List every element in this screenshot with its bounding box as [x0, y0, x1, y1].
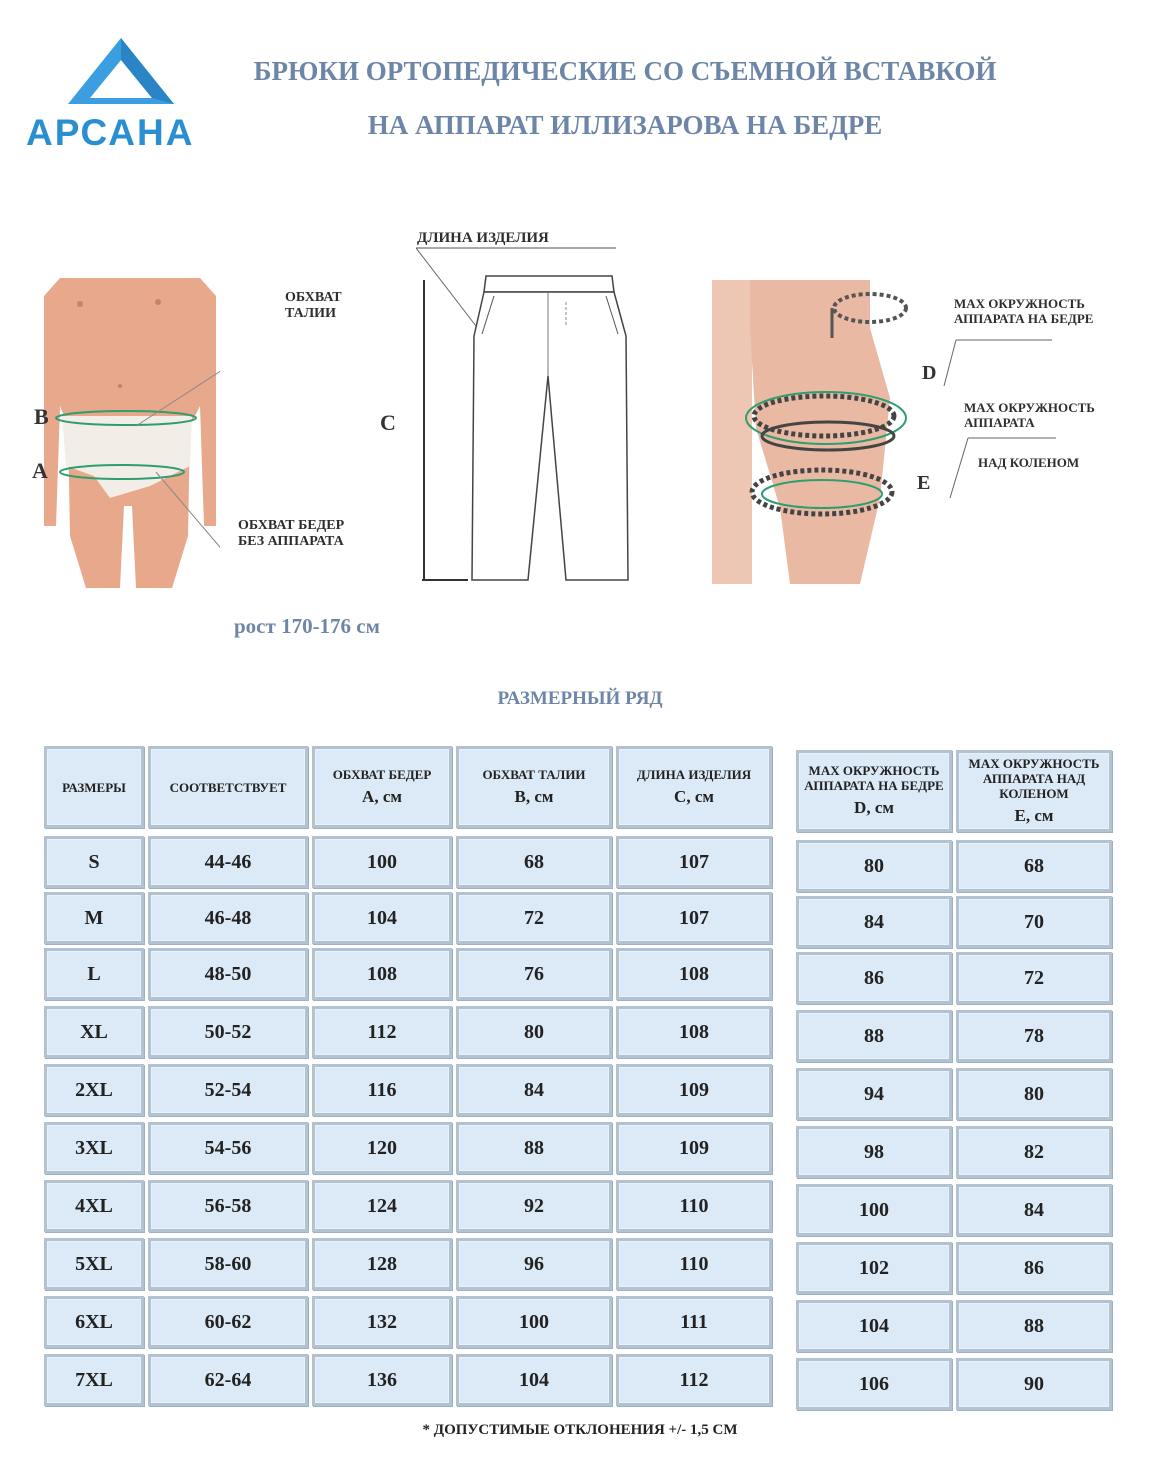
cell-equivalent: 44-46 [148, 836, 308, 888]
cell-length-c: 110 [616, 1238, 772, 1290]
header-label: РАЗМЕРЫ [62, 779, 126, 795]
cell-thigh-apparatus-d: 100 [796, 1184, 952, 1236]
cell-knee-apparatus-e: 80 [956, 1068, 1112, 1120]
cell-size: M [44, 892, 144, 944]
logo-triangle-icon [66, 36, 176, 106]
cell-hips-a: 128 [312, 1238, 452, 1290]
cell-hips-a: 116 [312, 1064, 452, 1116]
header-label: ОБХВАТ ТАЛИИ [482, 766, 586, 782]
header-label: MAX ОКРУЖНОСТЬ АППАРАТА НАД КОЛЕНОМ [968, 755, 1100, 801]
cell-knee-apparatus-e: 82 [956, 1126, 1112, 1178]
cell-equivalent: 50-52 [148, 1006, 308, 1058]
cell-length-c: 108 [616, 1006, 772, 1058]
cell-hips-a: 108 [312, 948, 452, 1000]
cell-knee-apparatus-e: 72 [956, 952, 1112, 1004]
header-unit: D, см [854, 798, 894, 817]
cell-knee-apparatus-e: 90 [956, 1358, 1112, 1410]
cell-thigh-apparatus-d: 94 [796, 1068, 952, 1120]
cell-hips-a: 136 [312, 1354, 452, 1406]
trousers-illustration [416, 246, 638, 586]
cell-hips-a: 100 [312, 836, 452, 888]
cell-knee-apparatus-e: 78 [956, 1010, 1112, 1062]
thigh-apparatus-label: MAX ОКРУЖНОСТЬ АППАРАТА НА БЕДРЕ [954, 296, 1094, 326]
height-range: рост 170-176 см [234, 614, 380, 638]
cell-length-c: 109 [616, 1122, 772, 1174]
cell-thigh-apparatus-d: 80 [796, 840, 952, 892]
cell-knee-apparatus-e: 70 [956, 896, 1112, 948]
cell-size: 3XL [44, 1122, 144, 1174]
header-size [44, 746, 144, 828]
knee-apparatus-label: MAX ОКРУЖНОСТЬ АППАРАТА [964, 400, 1095, 430]
header-unit: E, см [1014, 805, 1054, 825]
tolerance-footnote: * ДОПУСТИМЫЕ ОТКЛОНЕНИЯ +/- 1,5 СМ [422, 1422, 738, 1438]
waist-label: ОБХВАТ ТАЛИИ [285, 290, 342, 321]
body-measurement-illustration [40, 276, 220, 588]
header-label: MAX ОКРУЖНОСТЬ АППАРАТА НА БЕДРЕ [804, 763, 944, 793]
header-thigh-apparatus-d [796, 750, 952, 832]
letter-d: D [922, 362, 937, 384]
header-unit: A, см [362, 786, 402, 806]
cell-equivalent: 48-50 [148, 948, 308, 1000]
cell-thigh-apparatus-d: 86 [796, 952, 952, 1004]
cell-equivalent: 54-56 [148, 1122, 308, 1174]
cell-waist-b: 100 [456, 1296, 612, 1348]
cell-size: 6XL [44, 1296, 144, 1348]
header-label: СООТВЕТСТВУЕТ [169, 779, 287, 795]
cell-length-c: 112 [616, 1354, 772, 1406]
cell-thigh-apparatus-d: 88 [796, 1010, 952, 1062]
cell-length-c: 109 [616, 1064, 772, 1116]
cell-waist-b: 88 [456, 1122, 612, 1174]
cell-waist-b: 76 [456, 948, 612, 1000]
page-title-line-1: БРЮКИ ОРТОПЕДИЧЕСКИЕ СО СЪЕМНОЙ ВСТАВКОЙ [253, 56, 997, 86]
letter-c: C [380, 410, 396, 435]
length-label: ДЛИНА ИЗДЕЛИЯ [417, 230, 549, 246]
header-unit: C, см [674, 786, 714, 806]
above-knee-label: НАД КОЛЕНОМ [978, 455, 1080, 470]
cell-equivalent: 46-48 [148, 892, 308, 944]
cell-size: XL [44, 1006, 144, 1058]
cell-knee-apparatus-e: 84 [956, 1184, 1112, 1236]
cell-size: 5XL [44, 1238, 144, 1290]
cell-size: S [44, 836, 144, 888]
header-hips-a [312, 746, 452, 828]
cell-equivalent: 56-58 [148, 1180, 308, 1232]
cell-length-c: 111 [616, 1296, 772, 1348]
cell-length-c: 110 [616, 1180, 772, 1232]
cell-waist-b: 92 [456, 1180, 612, 1232]
cell-hips-a: 124 [312, 1180, 452, 1232]
size-chart-title: РАЗМЕРНЫЙ РЯД [497, 688, 663, 709]
leg-apparatus-illustration [710, 278, 920, 586]
cell-hips-a: 132 [312, 1296, 452, 1348]
cell-thigh-apparatus-d: 84 [796, 896, 952, 948]
cell-knee-apparatus-e: 86 [956, 1242, 1112, 1294]
letter-e: E [917, 472, 931, 494]
cell-size: L [44, 948, 144, 1000]
header-length-c [616, 746, 772, 828]
cell-size: 2XL [44, 1064, 144, 1116]
cell-waist-b: 96 [456, 1238, 612, 1290]
cell-thigh-apparatus-d: 98 [796, 1126, 952, 1178]
cell-waist-b: 68 [456, 836, 612, 888]
header-knee-apparatus-e [956, 750, 1112, 832]
cell-hips-a: 112 [312, 1006, 452, 1058]
cell-waist-b: 84 [456, 1064, 612, 1116]
page-title-line-2: НА АППАРАТ ИЛЛИЗАРОВА НА БЕДРЕ [367, 110, 883, 140]
header-equivalent [148, 746, 308, 828]
cell-waist-b: 72 [456, 892, 612, 944]
cell-equivalent: 62-64 [148, 1354, 308, 1406]
letter-a: A [32, 458, 48, 483]
cell-waist-b: 80 [456, 1006, 612, 1058]
header-label: ОБХВАТ БЕДЕР [332, 766, 432, 782]
cell-thigh-apparatus-d: 102 [796, 1242, 952, 1294]
header-unit: B, см [514, 786, 554, 806]
cell-hips-a: 120 [312, 1122, 452, 1174]
cell-knee-apparatus-e: 88 [956, 1300, 1112, 1352]
brand-logo-text: АРСАНА [26, 112, 195, 153]
header-label: ДЛИНА ИЗДЕЛИЯ [636, 766, 752, 782]
cell-size: 4XL [44, 1180, 144, 1232]
cell-knee-apparatus-e: 68 [956, 840, 1112, 892]
cell-equivalent: 52-54 [148, 1064, 308, 1116]
cell-length-c: 107 [616, 892, 772, 944]
cell-equivalent: 58-60 [148, 1238, 308, 1290]
cell-size: 7XL [44, 1354, 144, 1406]
letter-b: B [34, 404, 49, 429]
header-waist-b [456, 746, 612, 828]
cell-length-c: 108 [616, 948, 772, 1000]
cell-hips-a: 104 [312, 892, 452, 944]
cell-equivalent: 60-62 [148, 1296, 308, 1348]
cell-thigh-apparatus-d: 106 [796, 1358, 952, 1410]
cell-waist-b: 104 [456, 1354, 612, 1406]
cell-length-c: 107 [616, 836, 772, 888]
cell-thigh-apparatus-d: 104 [796, 1300, 952, 1352]
hips-label: ОБХВАТ БЕДЕР БЕЗ АППАРАТА [238, 518, 345, 549]
